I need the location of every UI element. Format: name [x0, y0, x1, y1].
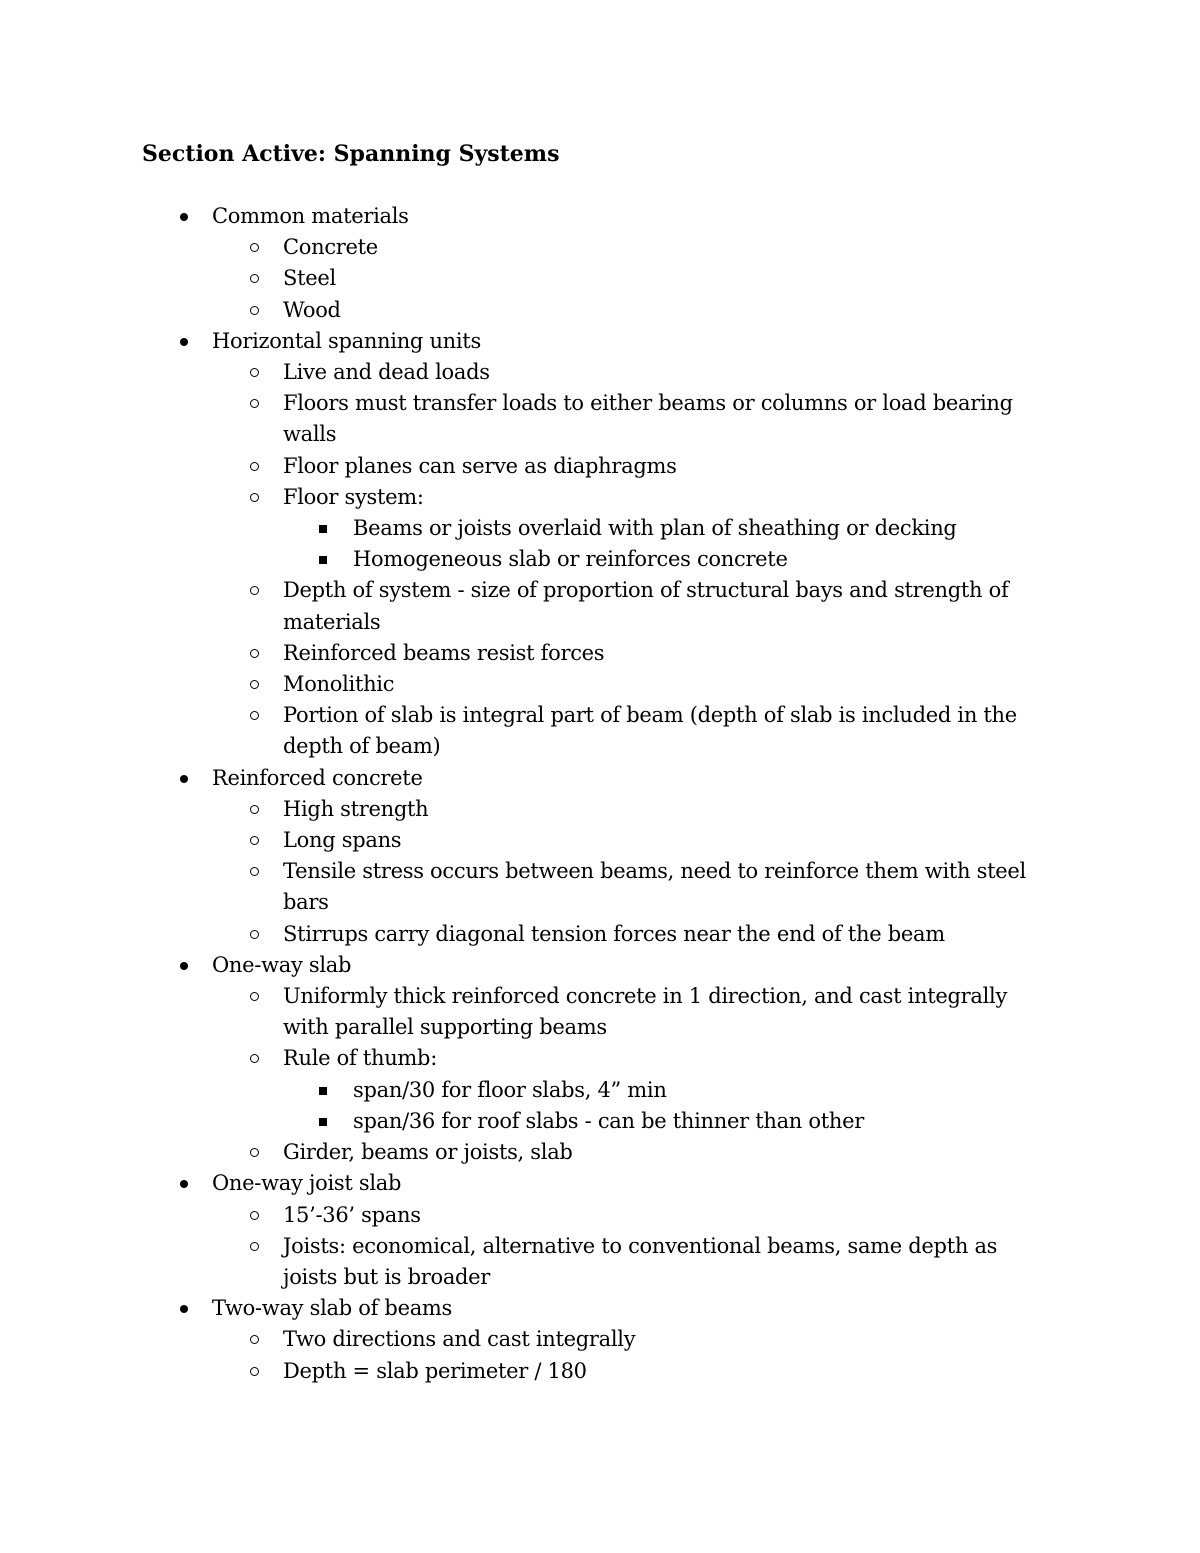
hollow-bullet-icon — [249, 1356, 263, 1387]
sub-bullet-uniformly-thick: Uniformly thick reinforced concrete in 1 direction, and cast integrally with parallel supporting beams — [0, 981, 1200, 1043]
sub-bullet-wood: Wood — [0, 295, 1200, 326]
bullet-one-way-joist-slab: One-way joist slab — [0, 1168, 1200, 1199]
hollow-bullet-icon — [249, 669, 263, 700]
hollow-bullet-icon — [249, 1231, 263, 1262]
hollow-bullet-icon — [249, 1200, 263, 1231]
hollow-bullet-icon — [249, 1043, 263, 1074]
hollow-bullet-icon — [249, 357, 263, 388]
sub-bullet-steel: Steel — [0, 263, 1200, 294]
square-bullet-icon — [317, 513, 331, 544]
hollow-bullet-icon — [249, 263, 263, 294]
hollow-bullet-icon — [249, 825, 263, 856]
filled-bullet-icon — [178, 326, 192, 357]
hollow-bullet-icon — [249, 232, 263, 263]
filled-bullet-icon — [178, 1293, 192, 1324]
sub-bullet-depth-formula: Depth = slab perimeter / 180 — [0, 1356, 1200, 1387]
sub-sub-bullet-roof-slabs: span/36 for roof slabs - can be thinner than other — [0, 1106, 1200, 1137]
sub-bullet-reinforced-beams: Reinforced beams resist forces — [0, 638, 1200, 669]
hollow-bullet-icon — [249, 451, 263, 482]
bullet-one-way-slab: One-way slab — [0, 950, 1200, 981]
sub-bullet-spans: 15’-36’ spans — [0, 1200, 1200, 1231]
sub-bullet-high-strength: High strength — [0, 794, 1200, 825]
sub-sub-bullet-beams-joists: Beams or joists overlaid with plan of sheathing or decking — [0, 513, 1200, 544]
bullet-common-materials: Common materials — [0, 201, 1200, 232]
hollow-bullet-icon — [249, 981, 263, 1012]
hollow-bullet-icon — [249, 295, 263, 326]
sub-bullet-stirrups: Stirrups carry diagonal tension forces near the end of the beam — [0, 919, 1200, 950]
hollow-bullet-icon — [249, 388, 263, 419]
sub-bullet-long-spans: Long spans — [0, 825, 1200, 856]
sub-bullet-joists-economical: Joists: economical, alternative to conventional beams, same depth as joists but is broader — [0, 1231, 1200, 1293]
hollow-bullet-icon — [249, 638, 263, 669]
hollow-bullet-icon — [249, 794, 263, 825]
outline-list — [0, 201, 1200, 1387]
sub-bullet-concrete: Concrete — [0, 232, 1200, 263]
bullet-two-way-slab: Two-way slab of beams — [0, 1293, 1200, 1324]
hollow-bullet-icon — [249, 919, 263, 950]
filled-bullet-icon — [178, 1168, 192, 1199]
hollow-bullet-icon — [249, 1324, 263, 1355]
sub-bullet-floors-transfer-loads: Floors must transfer loads to either beams or columns or load bearing walls — [0, 388, 1200, 450]
sub-bullet-floor-planes-diaphragms: Floor planes can serve as diaphragms — [0, 451, 1200, 482]
sub-bullet-two-directions: Two directions and cast integrally — [0, 1324, 1200, 1355]
hollow-bullet-icon — [249, 700, 263, 731]
section-title: Section Active: Spanning Systems — [142, 141, 560, 167]
hollow-bullet-icon — [249, 482, 263, 513]
sub-bullet-tensile-stress: Tensile stress occurs between beams, need to reinforce them with steel bars — [0, 856, 1200, 918]
sub-sub-bullet-floor-slabs: span/30 for floor slabs, 4” min — [0, 1075, 1200, 1106]
filled-bullet-icon — [178, 201, 192, 232]
square-bullet-icon — [317, 1075, 331, 1106]
sub-bullet-girder-beams: Girder, beams or joists, slab — [0, 1137, 1200, 1168]
sub-bullet-floor-system: Floor system: — [0, 482, 1200, 513]
sub-bullet-rule-of-thumb: Rule of thumb: — [0, 1043, 1200, 1074]
hollow-bullet-icon — [249, 856, 263, 887]
hollow-bullet-icon — [249, 575, 263, 606]
sub-sub-bullet-homogeneous-slab: Homogeneous slab or reinforces concrete — [0, 544, 1200, 575]
sub-bullet-portion-of-slab: Portion of slab is integral part of beam (depth of slab is included in the depth of beam) — [0, 700, 1200, 762]
bullet-reinforced-concrete: Reinforced concrete — [0, 763, 1200, 794]
square-bullet-icon — [317, 1106, 331, 1137]
filled-bullet-icon — [178, 950, 192, 981]
bullet-horizontal-spanning-units: Horizontal spanning units — [0, 326, 1200, 357]
sub-bullet-depth-of-system: Depth of system - size of proportion of structural bays and strength of materials — [0, 575, 1200, 637]
filled-bullet-icon — [178, 763, 192, 794]
square-bullet-icon — [317, 544, 331, 575]
sub-bullet-monolithic: Monolithic — [0, 669, 1200, 700]
hollow-bullet-icon — [249, 1137, 263, 1168]
sub-bullet-live-dead-loads: Live and dead loads — [0, 357, 1200, 388]
